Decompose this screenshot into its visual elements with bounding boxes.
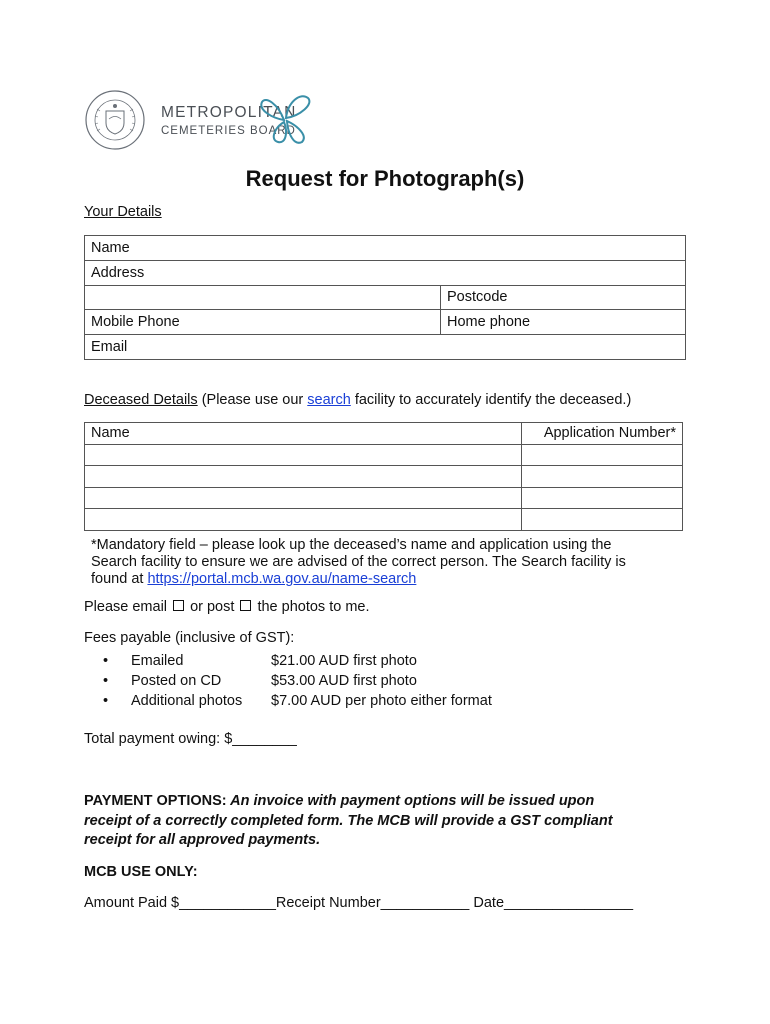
payment-options-label: PAYMENT OPTIONS: [84,793,227,809]
table-row [85,444,683,466]
deceased-details-line [84,393,631,408]
email-field[interactable]: Email [85,335,686,360]
mcb-use-only-heading: MCB USE ONLY: [84,864,198,880]
table-row [85,487,683,509]
payment-options-line1 [84,794,594,809]
your-details-heading: Your Details [84,204,162,220]
mcb-use-fields[interactable]: Amount Paid $____________Receipt Number___________ Date________________ [84,895,634,911]
bullet-icon: • [103,673,109,689]
table-row [85,509,683,531]
payment-options-line3: receipt for all approved payments. [84,832,321,848]
postcode-field[interactable]: Postcode [441,285,686,310]
deceased-name-cell[interactable] [85,487,522,509]
fees-list [103,651,492,711]
government-crest-logo [84,89,146,151]
deceased-table [84,422,683,531]
delivery-text-2: or post [186,599,239,615]
list-item [103,651,492,671]
application-number-header: Application Number* [522,423,683,445]
fee-price: $21.00 AUD first photo [271,653,417,669]
deceased-name-header: Name [85,423,522,445]
fee-name: Emailed [131,653,184,669]
post-checkbox[interactable] [240,600,251,611]
payment-options-line2: receipt of a correctly completed form. The MCB will provide a GST compliant [84,813,613,829]
deceased-name-cell[interactable] [85,509,522,531]
payment-options-text1: An invoice with payment options will be issued upon [226,793,595,809]
name-field[interactable]: Name [85,236,686,261]
mandatory-note-prefix: found at [91,571,148,587]
fee-price: $53.00 AUD first photo [271,673,417,689]
deceased-note-before: (Please use our [201,392,308,408]
bullet-icon: • [103,693,109,709]
mobile-phone-field[interactable]: Mobile Phone [85,310,441,335]
deceased-name-cell[interactable] [85,466,522,488]
delivery-choice [84,600,370,615]
deceased-note-after: facility to accurately identify the deceased.) [350,392,632,408]
fee-name: Posted on CD [131,673,222,689]
application-number-cell[interactable] [522,509,683,531]
application-number-cell[interactable] [522,444,683,466]
fee-price: $7.00 AUD per photo either format [271,693,492,709]
butterfly-logo-icon [258,90,314,148]
page-title: Request for Photograph(s) [245,166,525,191]
fee-name: Additional photos [131,693,243,709]
deceased-details-heading: Deceased Details [84,392,198,408]
list-item [103,691,492,711]
fees-heading: Fees payable (inclusive of GST): [84,630,295,646]
search-link[interactable]: search [307,392,351,408]
mandatory-note-line2: Search facility to ensure we are advised of the correct person. The Search facility is [91,554,626,570]
mandatory-note-line3 [91,572,416,587]
org-name-line1: METROPOLITAN [161,104,297,121]
deceased-name-cell[interactable] [85,444,522,466]
address-continued-field[interactable] [85,285,441,310]
email-checkbox[interactable] [173,600,184,611]
mandatory-note-line1: *Mandatory field – please look up the deceased’s name and application using the [91,537,612,553]
delivery-text-3: the photos to me. [253,599,370,615]
address-field[interactable]: Address [85,260,686,285]
application-number-cell[interactable] [522,466,683,488]
list-item [103,671,492,691]
table-row [85,466,683,488]
org-name-line2: CEMETERIES BOARD [161,125,296,137]
your-details-table [84,235,686,360]
name-search-url-link[interactable]: https://portal.mcb.wa.gov.au/name-search [147,571,417,587]
bullet-icon: • [103,653,109,669]
home-phone-field[interactable]: Home phone [441,310,686,335]
delivery-text-1: Please email [84,599,172,615]
application-number-cell[interactable] [522,487,683,509]
total-payment-owing[interactable]: Total payment owing: $________ [84,731,297,747]
